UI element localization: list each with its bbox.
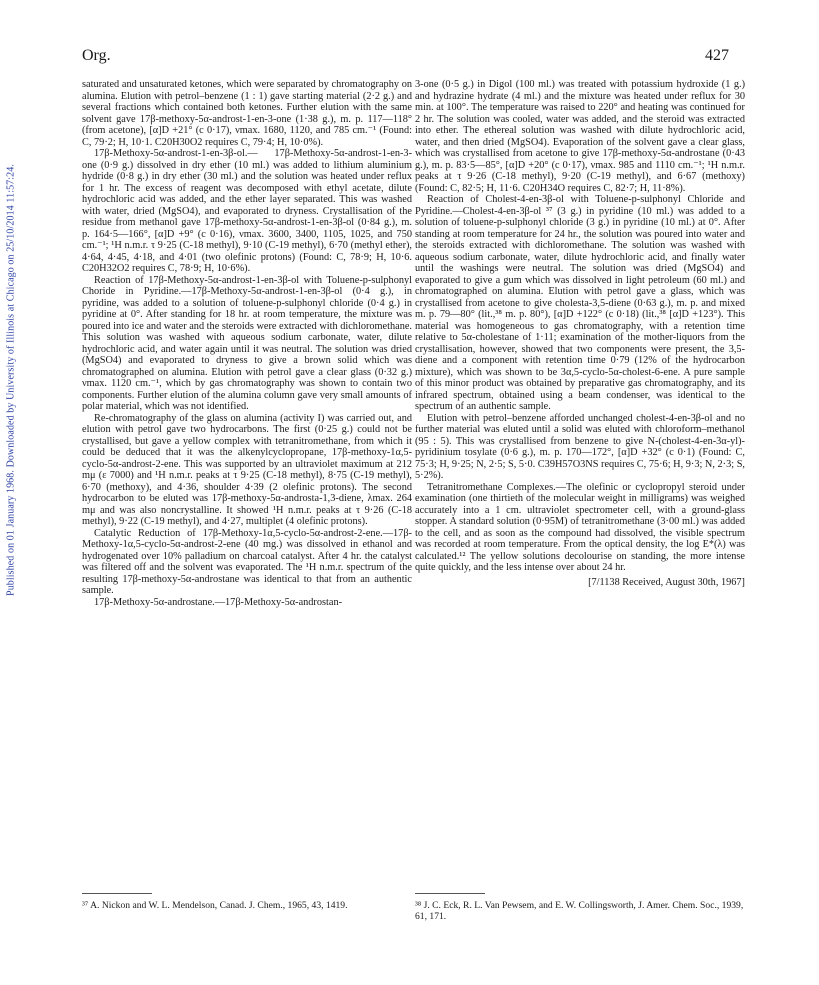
received-date: [7/1138 Received, August 30th, 1967] [588, 576, 745, 588]
download-stamp [4, 120, 18, 640]
paragraph: Reaction of 17β-Methoxy-5α-androst-1-en-3β-ol with Toluene-p-sulphonyl Choride in Pyridine.—17β-Methoxy-5α-androst-1-en-3β-ol (0·4 g.), in pyridine, was added to a solution of toluene-p-sulphonyl chloride (0·4 g.) in pyridine at 0°. After standing for 18 hr. at room temperature, the mixture was poured into ice and water and the steroids were extracted with dichloromethane. This solution was washed with aqueous sodium carbonate, water, dilute hydrochloric acid, and water again until it was neutral. The solution was dried (MgSO4) and evaporated to dryness to give a brown solid which was chromatographed on alumina. Elution with petrol gave a clear glass (0·32 g.) νmax. 1120 cm.⁻¹, which by gas chromatography was shown to contain two components. Further elution of the alumina column gave very small amounts of polar material, which was not identified. [82, 274, 412, 412]
paragraph: Re-chromatography of the glass on alumina (activity I) was carried out, and elution with petrol gave two hydrocarbons. The first (0·25 g.) could not be crystallised, but gave a yellow complex with tetranitromethane, from which it could be deduced that it was the alkenylcyclopropane, 17β-methoxy-1α,5-cyclo-5α-androst-2-ene. This was supported by an ultraviolet maximum at 212 mμ (ε 7000) and ¹H n.m.r. peaks at τ 9·25 (C-18 methyl), 8·75 (C-19 methyl), 6·70 (methoxy), and 4·36, shoulder 4·39 (2 olefinic protons). The second hydrocarbon to be eluted was 17β-methoxy-5α-androsta-1,3-diene, λmax. 264 mμ and was also noncrystalline. It showed ¹H n.m.r. peaks at τ 9·26 (C-18 methyl), 9·22 (C-19 methyl), and 4·27, multiplet (4 olefinic protons). [82, 412, 412, 527]
footnote-37: ³⁷ A. Nickon and W. L. Mendelson, Canad. J. Chem., 1965, 43, 1419. [82, 900, 348, 911]
page-number: 427 [705, 47, 729, 64]
right-column [415, 79, 745, 588]
paragraph: 17β-Methoxy-5α-androstane.—17β-Methoxy-5α-androstan- [94, 596, 343, 608]
paragraph: Catalytic Reduction of 17β-Methoxy-1α,5-cyclo-5α-androst-2-ene.—17β-Methoxy-1α,5-cyclo-5α-androst-2-ene (40 mg.) was dissolved in ethanol and hydrogenated over 10% palladium on charcoal catalyst. After 4 hr. the catalyst was filtered off and the solvent was evaporated. The ¹H n.m.r. spectrum of the resulting 17β-methoxy-5α-androstane was identical to that from an authentic sample. [82, 527, 412, 596]
paragraph: Tetranitromethane Complexes.—The olefinic or cyclopropyl steroid under examination (one thirtieth of the molecular weight in milligrams) was weighed accurately into a 1 cm. ultraviolet spectrometer cell, with a ground-glass stopper. A standard solution (0·95M) of tetranitromethane (3·00 ml.) was added to the cell, and as soon as the compound had dissolved, the visible spectrum was recorded at room temperature. From the optical density, the log E*(λ) was calculated.¹² The yellow solutions decolourise on standing, the more intense quite quickly, and the less intense over about 24 hr. [415, 481, 745, 573]
paragraph: 17β-Methoxy-5α-androst-1-en-3β-ol.— 17β-Methoxy-5α-androst-1-en-3-one (0·9 g.) dissolved in dry ether (10 ml.) was added to lithium aluminium hydride (0·8 g.) in dry ether (30 ml.) and the solution was heated under reflux for 1 hr. The excess of reagent was decomposed with ethyl acetate, dilute hydrochloric acid was added, and the ether layer separated. This was washed with water, dried (MgSO4), and evaporated to dryness. Crystallisation of the residue from methanol gave 17β-methoxy-5α-androst-1-en-3β-ol (0·84 g.), m. p. 164·5—166°, [α]D +9° (c 0·16), νmax. 3600, 3400, 1105, 1025, and 750 cm.⁻¹; ¹H n.m.r. τ 9·25 (C-18 methyl), 9·10 (C-19 methyl), 6·70 (methyl ether), 4·64, 4·45, 4·18, and 4·01 (two olefinic protons) (Found: C, 78·9; H, 10·6. C20H32O2 requires C, 78·9; H, 10·6%). [82, 148, 412, 274]
paragraph: 3-one (0·5 g.) in Digol (100 ml.) was treated with potassium hydroxide (1 g.) and hydrazine hydrate (4 ml.) and the mixture was heated under reflux for 30 min. at 100°. The temperature was raised to 220° and heating was continued for 2 hr. The solution was cooled, water was added, and the steroid was extracted into ether. The ethereal solution was washed with dilute hydrochloric acid, water, and then dried (MgSO4). Evaporation of the solvent gave a clear glass, which was crystallised from acetone to give 17β-methoxy-5α-androstane (0·43 g.), m. p. 83·5—85°, [α]D +20° (c 0·17), νmax. 985 and 1110 cm.⁻¹; ¹H n.m.r. peaks at τ 9·26 (C-18 methyl), 9·20 (C-19 methyl), and 6·67 (methoxy) (Found: C, 82·5; H, 11·6. C20H34O requires C, 82·7; H, 11·8%). [415, 79, 745, 194]
left-column [82, 79, 412, 608]
paragraph: Reaction of Cholest-4-en-3β-ol with Toluene-p-sulphonyl Chloride and Pyridine.—Cholest-4-en-3β-ol ³⁷ (3 g.) in pyridine (10 ml.) was added to a solution of toluene-p-sulphonyl chloride (3 g.) in pyridine (10 ml.) at 0°. After standing at room temperature for 24 hr., the solution was poured into water and the steroids extracted with dichloromethane. The solution was washed with aqueous sodium carbonate, water, dilute hydrochloric acid, and finally water until the washings were neutral. The solution was dried (MgSO4) and evaporated to give a gum which was dissolved in light petroleum (60 ml.) and chromatographed on alumina. Elution with petrol gave a glass, which was crystallised from acetone to give cholesta-3,5-diene (0·63 g.), m. p. and mixed m. p. 79—80° (lit.,³⁸ m. p. 80°), [α]D +122° (c 0·18) (lit.,³⁸ [α]D +123°). This material was homogeneous to gas chromatography, with a retention time relative to 5α-cholestane of 1·11; examination of the mother-liquors from the crystallisation, however, showed that two components were present, the 3,5-diene and a component with retention time 0·79 (12% of the hydrocarbon mixture), which was shown to be 3α,5-cyclo-5α-cholest-6-ene. A pure sample of this minor product was obtained by preparative gas chromatography, and its infrared spectrum, obtained using a beam condenser, was identical to the spectrum of an authentic sample. [415, 194, 745, 412]
footnote-rule [415, 893, 485, 894]
paragraph: saturated and unsaturated ketones, which were separated by chromatography on alumina. Elution with petrol–benzene (1 : 1) gave starting material (2·2 g.) and several fractions which contained both ketones. Further elution with the same solvent gave 17β-methoxy-5α-androst-1-en-3-one (1·38 g.), m. p. 117—118° (from acetone), [α]D +21° (c 0·17), νmax. 1680, 1120, and 785 cm.⁻¹ (Found: C, 79·2; H, 10·1. C20H30O2 requires C, 79·4; H, 10·0%). [82, 79, 412, 148]
footnote-38: ³⁸ J. C. Eck, R. L. Van Pewsem, and E. W. Collingsworth, J. Amer. Chem. Soc., 1939, 61, 171. [415, 900, 744, 922]
paragraph: Elution with petrol–benzene afforded unchanged cholest-4-en-3β-ol and no further material was eluted until a solid was eluted with chloroform–methanol (95 : 5). This was crystallised from benzene to give N-(cholest-4-en-3α-yl)-pyridinium tosylate (0·6 g.), m. p. 170—172°, [α]D +32° (c 0·1) (Found: C, 75·3; H, 9·25; N, 2·5; S, 5·0. C39H57O3NS requires C, 75·6; H, 9·3; N, 2·3; S, 5·2%). [415, 412, 745, 481]
running-head: Org. [82, 47, 111, 64]
download-stamp-text: Published on 01 January 1968. Downloaded by University of Illinois at Chicago on 25/10/2014 11:57:24. [5, 164, 17, 596]
footnote-rule [82, 893, 152, 894]
